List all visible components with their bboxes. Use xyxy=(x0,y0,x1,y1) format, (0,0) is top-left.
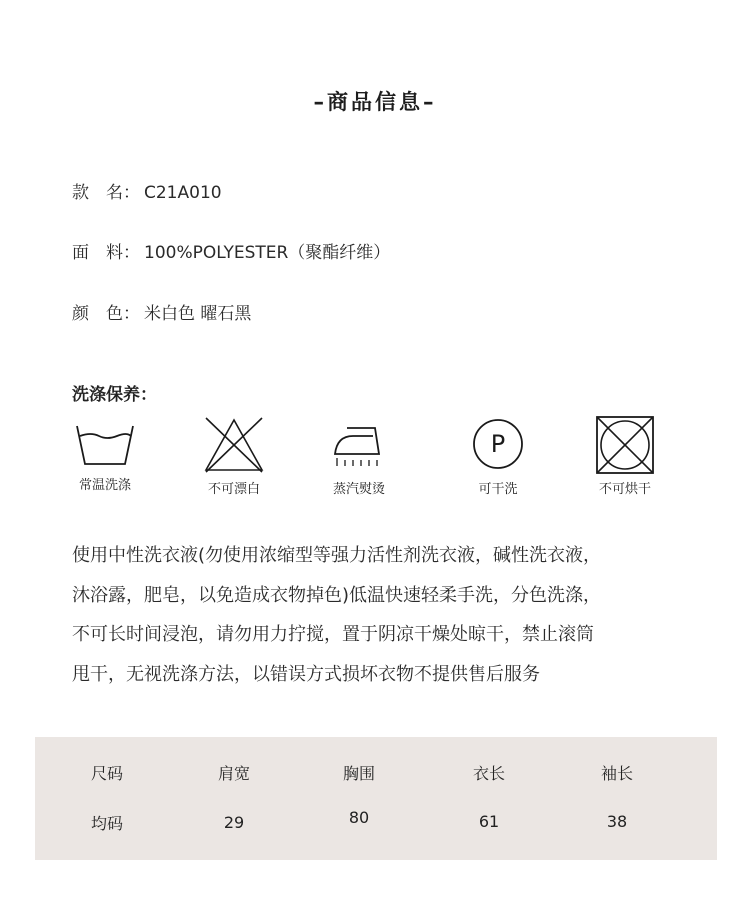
care-symbol-dryclean xyxy=(438,414,558,497)
table-header-cell: 衣长 xyxy=(472,764,505,783)
care-symbol-tumble xyxy=(565,414,685,497)
info-value: 米白色 曜石黑 xyxy=(144,304,252,324)
care-symbol-iron xyxy=(299,414,419,497)
description-line: 不可长时间浸泡，请勿用力拧搅，置于阴凉干燥处晾干，禁止滚筒 xyxy=(72,624,594,645)
care-label: 不可漂白 xyxy=(207,482,260,497)
info-label: 颜 色： xyxy=(72,304,140,324)
care-label: 蒸汽熨烫 xyxy=(332,482,385,497)
care-label: 可干洗 xyxy=(478,482,518,497)
table-header-cell: 袖长 xyxy=(600,764,633,783)
no-tumble-dry-icon xyxy=(593,414,657,478)
description-line: 甩干，无视洗涤方法，以错误方式损坏衣物不提供售后服务 xyxy=(72,663,540,685)
size-table xyxy=(35,737,717,860)
info-value: 100%POLYESTER（聚酯纤维） xyxy=(144,243,391,263)
table-cell: 29 xyxy=(223,813,245,832)
care-heading: 洗涤保养： xyxy=(72,385,157,405)
table-cell: 80 xyxy=(348,808,370,827)
table-cell: 61 xyxy=(478,812,500,831)
info-label: 面 料： xyxy=(72,243,140,263)
page-title: –商品信息– xyxy=(313,90,437,114)
info-row-color xyxy=(72,299,251,324)
steam-iron-icon xyxy=(327,414,391,474)
description-line: 使用中性洗衣液(勿使用浓缩型等强力活性剂洗衣液，碱性洗衣液， xyxy=(72,545,602,566)
table-cell: 38 xyxy=(606,812,628,831)
care-label: 不可烘干 xyxy=(598,482,651,497)
info-row-fabric xyxy=(72,238,390,263)
care-description xyxy=(72,536,682,694)
no-bleach-icon xyxy=(202,414,266,474)
description-line: 沐浴露，肥皂，以免造成衣物掉色)低温快速轻柔手洗，分色洗涤， xyxy=(72,584,602,606)
dry-clean-p-icon xyxy=(466,414,530,474)
table-header-cell: 胸围 xyxy=(342,764,375,783)
info-value: C21A010 xyxy=(144,183,222,203)
table-cell: 均码 xyxy=(90,814,123,833)
care-label: 常温洗涤 xyxy=(78,478,131,493)
info-row-style-name xyxy=(72,178,222,203)
wash-basin-icon xyxy=(73,414,137,470)
info-label: 款 名： xyxy=(72,183,140,203)
table-header-cell: 肩宽 xyxy=(217,764,250,783)
table-header-cell: 尺码 xyxy=(90,764,123,783)
care-symbol-wash xyxy=(45,414,165,493)
dry-clean-letter: P xyxy=(490,430,506,458)
care-symbol-bleach xyxy=(174,414,294,497)
